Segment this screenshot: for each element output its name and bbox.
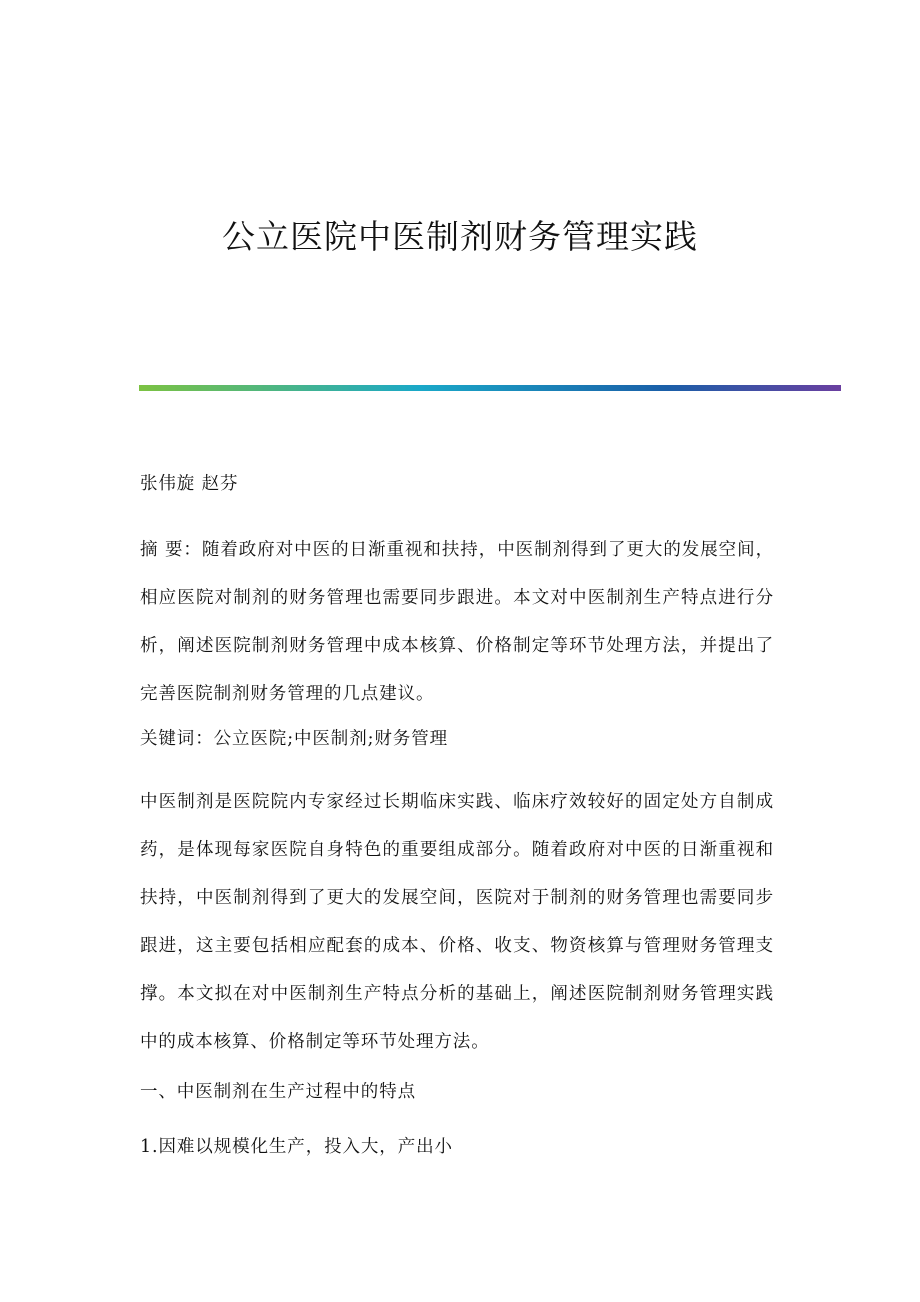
document-title: 公立医院中医制剂财务管理实践 — [222, 217, 698, 256]
body-paragraph: 中医制剂是医院院内专家经过长期临床实践、临床疗效较好的固定处方自制成药，是体现每家医院自身特色的重要组成部分。随着政府对中医的日渐重视和扶持，中医制剂得到了更大的发展空间，医院对于制剂的财务管理也需要同步跟进，这主要包括相应配套的成本、价格、收支、物资核算与管理财务管理支撑。本文拟在对中医制剂生产特点分析的基础上，阐述医院制剂财务管理实践中的成本核算、价格制定等环节处理方法。 — [140, 792, 774, 1052]
keywords: 关键词：公立医院;中医制剂;财务管理 — [140, 729, 448, 749]
subsection-heading: 1.因难以规模化生产，投入大，产出小 — [140, 1137, 453, 1157]
abstract: 摘 要：随着政府对中医的日渐重视和扶持，中医制剂得到了更大的发展空间，相应医院对制剂的财务管理也需要同步跟进。本文对中医制剂生产特点进行分析，阐述医院制剂财务管理中成本核算、价格制定等环节处理方法，并提出了完善医院制剂财务管理的几点建议。 — [140, 540, 774, 704]
section-heading: 一、中医制剂在生产过程中的特点 — [140, 1082, 416, 1102]
title-divider — [139, 385, 841, 391]
authors: 张伟旋 赵芬 — [140, 474, 239, 494]
